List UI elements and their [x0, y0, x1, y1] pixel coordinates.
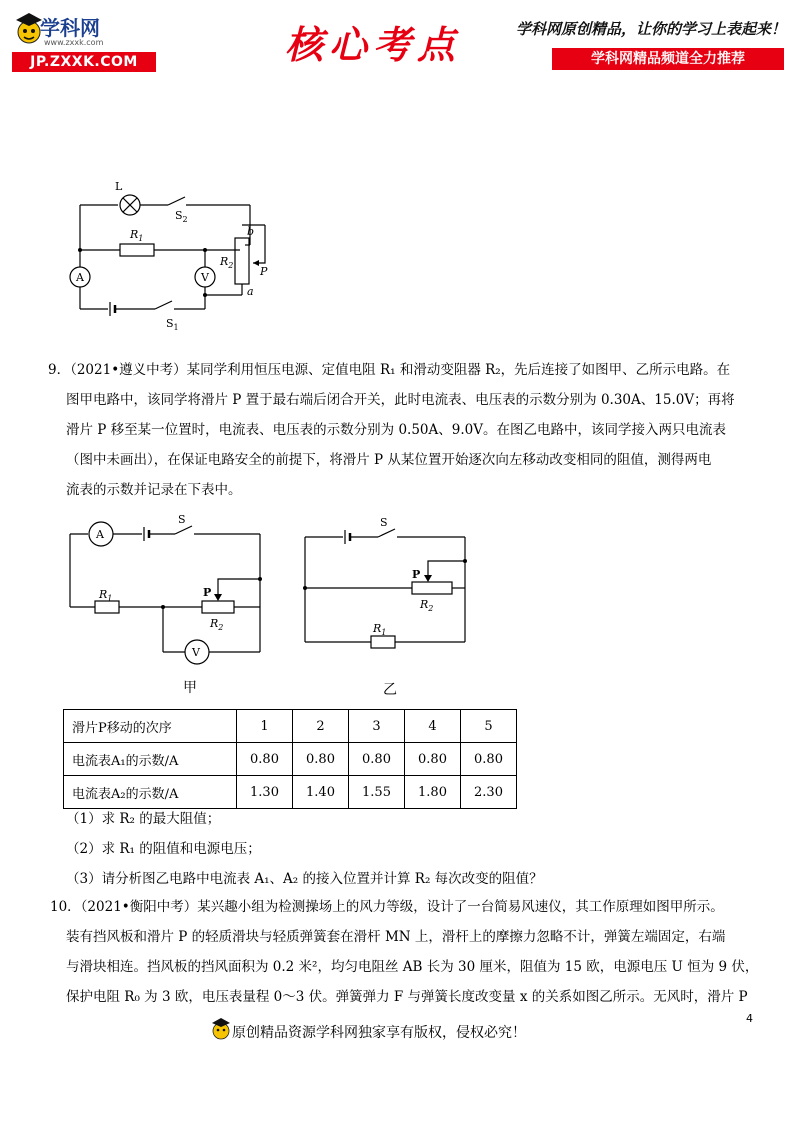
q9-line: 图甲电路中，该同学将滑片 P 置于最右端后闭合开关，此时电流表、电压表的示数分别为 0.30A、15.0V；再将 [66, 392, 735, 408]
q10-line: 与滑块相连。挡风板的挡风面积为 0.2 米²，均匀电阻丝 AB 长为 30 厘米，阻值为 15 欧，电源电压 U 恒为 9 伏， [66, 959, 759, 975]
b-label: b [247, 225, 255, 238]
q9-subquestions [66, 804, 760, 894]
voltmeter-label: V [201, 271, 209, 284]
table-cell: 4 [405, 710, 461, 743]
r2-label: $R_2$ [420, 598, 434, 613]
q9-line: 9．（2021•遵义中考）某同学利用恒压电源、定值电阻 R₁ 和滑动变阻器 R₂，先后连接了如图甲、乙所示电路。在 [48, 362, 731, 378]
table-cell: 1.80 [405, 776, 461, 809]
slogan: 学科网原创精品，让你的学习上表起来！ [516, 20, 787, 38]
logo-name: 学科网 [40, 16, 100, 40]
table-cell: 2.30 [461, 776, 517, 809]
table-cell: 0.80 [461, 743, 517, 776]
circuit-figure-yi [295, 512, 475, 702]
table-row [64, 743, 517, 776]
table-cell: 1 [237, 710, 293, 743]
circuit-figure-top [60, 175, 290, 335]
p-label: P [203, 586, 212, 599]
ammeter-label: A [96, 528, 104, 541]
ammeter-label: A [76, 271, 84, 284]
page-title: 核心考点 [285, 23, 462, 67]
table-cell: 电流表A₂的示数/A [64, 776, 237, 809]
table-cell: 0.80 [349, 743, 405, 776]
promo-banner: 学科网精品频道全力推荐 [552, 48, 784, 70]
switch-s1-label: $S_1$ [166, 317, 179, 332]
table-cell: 0.80 [237, 743, 293, 776]
table-cell: 1.55 [349, 776, 405, 809]
table-cell: 1.30 [237, 776, 293, 809]
r2-label: $R_2$ [210, 617, 224, 632]
caption-jia: 甲 [183, 680, 197, 696]
logo-bar: JP.ZXXK.COM [12, 52, 156, 72]
r1-label: $R_1$ [130, 228, 144, 243]
q10-text [50, 892, 762, 1012]
table-cell: 滑片P移动的次序 [64, 710, 237, 743]
mascot-icon [210, 1016, 232, 1042]
table-cell: 0.80 [405, 743, 461, 776]
logo-url: www.zxxk.com [44, 38, 104, 47]
p-label: P [412, 568, 421, 581]
subquestion: （1）求 R₂ 的最大阻值； [66, 811, 221, 827]
subquestion: （3）请分析图乙电路中电流表 A₁、A₂ 的接入位置并计算 R₂ 每次改变的阻值？ [66, 871, 543, 887]
q9-line: 滑片 P 移至某一位置时，电流表、电压表的示数分别为 0.50A、9.0V。在图乙电路中，该同学接入两只电流表 [66, 422, 726, 438]
switch-s2-label: $S_2$ [175, 209, 188, 224]
table-cell: 电流表A₁的示数/A [64, 743, 237, 776]
copyright-notice: 原创精品资源学科网独家享有版权，侵权必究！ [232, 1025, 526, 1041]
table-cell: 5 [461, 710, 517, 743]
q10-line: 装有挡风板和滑片 P 的轻质滑块与轻质弹簧套在滑杆 MN 上，滑杆上的摩擦力忽略不计，弹簧左端固定，右端 [66, 929, 726, 945]
q9-line: （图中未画出），在保证电路安全的前提下，将滑片 P 从某位置开始逐次向左移动改变相同的阻值，测得两电 [66, 452, 712, 468]
table-cell: 2 [293, 710, 349, 743]
table-row [64, 710, 517, 743]
table-cell: 1.40 [293, 776, 349, 809]
a-label: a [247, 285, 254, 298]
page-number: 4 [746, 1012, 753, 1025]
r1-label: $R_1$ [99, 588, 113, 603]
q10-line: 保护电阻 R₀ 为 3 欧，电压表量程 0～3 伏。弹簧弹力 F 与弹簧长度改变量 x 的关系如图乙所示。无风时，滑片 P [66, 989, 748, 1005]
caption-yi: 乙 [383, 682, 397, 698]
subquestion: （2）求 R₁ 的阻值和电源电压； [66, 841, 261, 857]
table-cell: 3 [349, 710, 405, 743]
r1-label: $R_1$ [373, 622, 387, 637]
circuit-figure-jia [60, 512, 275, 712]
q10-line: 10．（2021•衡阳中考）某兴趣小组为检测操场上的风力等级，设计了一台简易风速仪，其工作原理如图甲所示。 [50, 899, 724, 915]
switch-label: S [380, 516, 388, 529]
table-cell: 0.80 [293, 743, 349, 776]
r2-label: $R_2$ [220, 255, 234, 270]
data-table [63, 709, 517, 809]
lamp-label: L [115, 180, 123, 193]
q9-text [48, 355, 760, 505]
p-label: P [260, 265, 268, 278]
q9-line: 流表的示数并记录在下表中。 [66, 482, 242, 498]
switch-label: S [178, 513, 186, 526]
voltmeter-label: V [192, 646, 200, 659]
